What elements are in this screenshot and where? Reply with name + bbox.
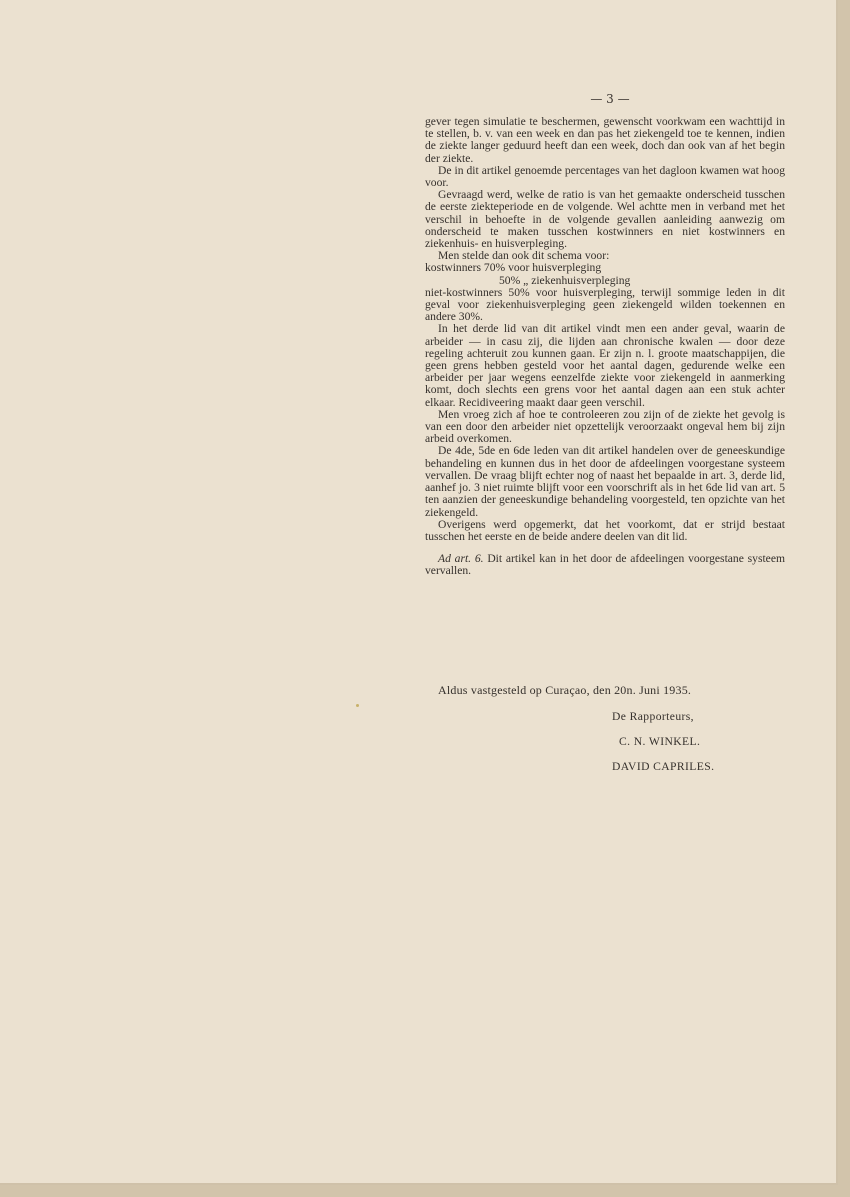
signature-title: De Rapporteurs,	[612, 710, 694, 723]
signature-name: DAVID CAPRILES.	[612, 760, 715, 773]
closing-line: Aldus vastgesteld op Curaçao, den 20n. Juni 1935.	[438, 683, 692, 697]
schema-line: niet-kostwinners 50% voor huisverpleging, terwijl sommige leden in dit geval voor ziekenhuisverpleging geen ziekengeld wilden toekennen en andere 30%.	[425, 285, 785, 324]
ad-art-text: Dit artikel kan in het door de afdeelingen voorgestane systeem vervallen.	[425, 552, 785, 578]
signature-name: C. N. WINKEL.	[619, 735, 701, 748]
paragraph: Gevraagd werd, welke de ratio is van het gemaakte onderscheid tusschen de eerste ziekteperiode en de volgende. Wel achtte men in verband met het verschil in behoefte in de volgende gevallen aanleiding aanwezig om onderscheid te maken tusschen kostwinners en niet kostwinners en ziekenhuis- en huisverpleging.	[425, 188, 785, 251]
paragraph: De in dit artikel genoemde percentages van het dagloon kwamen wat hoog voor.	[425, 163, 785, 190]
ad-art-label: Ad art. 6.	[438, 552, 484, 566]
schema-line: kostwinners 70% voor huisverpleging	[425, 261, 602, 275]
paragraph: Overigens werd opgemerkt, dat het voorkomt, dat er strijd bestaat tusschen het eerste en de beide andere deelen van dit lid.	[425, 517, 785, 543]
paragraph: De 4de, 5de en 6de leden van dit artikel handelen over de geneeskundige behandeling en kunnen dus in het door de afdeelingen voorgestane systeem vervallen. De vraag blijft echter nog of naast het bepaalde in art. 3, derde lid, aanhef jo. 3 niet ruimte blijft voor een voorschrift als in het 6de lid van art. 5 ten aanzien der geneeskundige behandeling voorgesteld, ten opzichte van het ziekengeld.	[425, 444, 785, 519]
paragraph: gever tegen simulatie te beschermen, gewenscht voorkwam een wachttijd in te stellen, b. v. van een week en dan pas het ziekengeld toe te kennen, indien de ziekte langer geduurd heeft dan een week, doch dan ook van af het begin der ziekte.	[425, 115, 785, 165]
page-number: — 3 —	[590, 92, 630, 106]
schema-line: 50% „ ziekenhuisverpleging	[499, 273, 631, 287]
body-text	[425, 116, 785, 578]
ad-art-paragraph	[425, 553, 785, 577]
paragraph: Men stelde dan ook dit schema voor:	[438, 249, 610, 263]
page-edge	[838, 0, 850, 1197]
page-edge	[0, 1185, 850, 1197]
paragraph: In het derde lid van dit artikel vindt men een ander geval, waarin de arbeider — in casu zij, die lijden aan chronische kwalen — door deze regeling achteruit zou kunnen gaan. Er zijn n. l. groote maatschappijen, die geen grens hebben gesteld voor het aantal dagen, gedurende welke een arbeider per jaar wegens eenzelfde ziekte voor ziekengeld in aanmerking komt, doch slechts een grens voor het aantal dagen aan een stuk achter elkaar. Recidiveering maakt daar geen verschil.	[425, 322, 785, 409]
paragraph: Men vroeg zich af hoe te controleeren zou zijn of de ziekte het gevolg is van een door den arbeider niet opzettelijk veroorzaakt ongeval hem bij zijn arbeid overkomen.	[425, 407, 785, 446]
paper-speck	[356, 704, 359, 707]
